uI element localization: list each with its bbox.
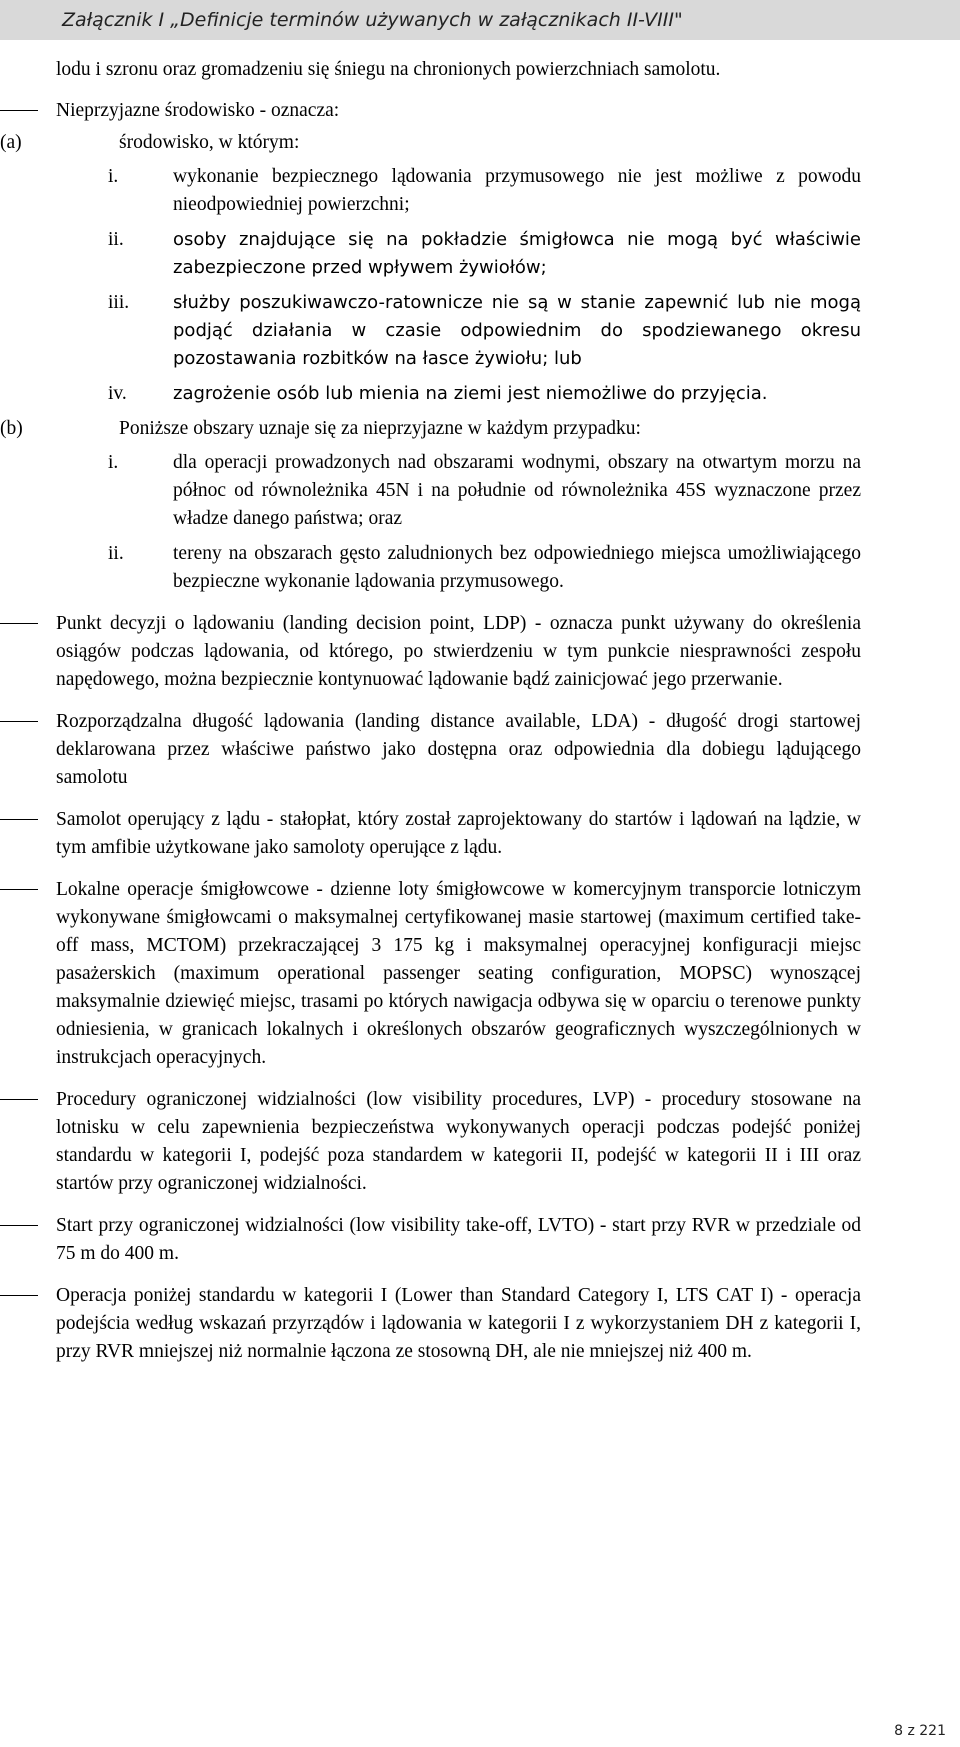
definition-low-visibility-procedures <box>56 1086 861 1198</box>
dash-bullet <box>0 721 38 722</box>
item-label: iii. <box>108 292 130 313</box>
dash-bullet <box>0 1295 38 1296</box>
item-text: tereny na obszarach gęsto zaludnionych bez odpowiedniego miejsca umożliwiającego bezpieczne wykonanie lądowania przymusowego. <box>173 543 861 592</box>
header-title: Załącznik I „Definicje terminów używanych w załącznikach II-VIII" <box>62 9 683 31</box>
dash-bullet <box>0 1099 38 1100</box>
subsection-b-items <box>56 449 861 596</box>
item-label: i. <box>108 452 119 473</box>
dash-bullet <box>0 1225 38 1226</box>
definition-land-aeroplane <box>56 806 861 862</box>
list-item <box>56 380 861 408</box>
dash-bullet <box>0 623 38 624</box>
dash-bullet <box>0 110 38 111</box>
document-body <box>0 56 861 1380</box>
item-text: wykonanie bezpiecznego lądowania przymusowego nie jest możliwe z powodu nieodpowiedniej powierzchni; <box>173 166 861 215</box>
list-item <box>56 226 861 282</box>
page-number: 8 z 221 <box>894 1723 946 1739</box>
list-item <box>56 163 861 219</box>
item-text: dla operacji prowadzonych nad obszarami wodnymi, obszary na otwartym morzu na północ od równoleżnika 45N i na południe od równoleżnika 45S wyznaczone przez władze danego państwa; oraz <box>173 452 861 529</box>
item-label: i. <box>108 166 119 187</box>
page-header <box>0 0 960 40</box>
definition-low-visibility-take-off <box>56 1212 861 1268</box>
subsection-text: środowisko, w którym: <box>119 132 300 153</box>
item-label: iv. <box>108 383 127 404</box>
list-item <box>56 540 861 596</box>
definition-text: Samolot operujący z lądu - stałopłat, który został zaprojektowany do startów i lądowań na lądzie, w tym amfibie użytkowane jako samoloty operujące z lądu. <box>56 809 861 858</box>
subsection-a <box>0 129 861 157</box>
subsection-a-items <box>56 163 861 408</box>
definition-text: Operacja poniżej standardu w kategorii I (Lower than Standard Category I, LTS CAT I) - operacja podejścia według wskazań przyrządów i lądowania w kategorii I z wykorzystaniem DH z kategorii I, przy RVR mniejszej niż normalnie łączona ze stosowną DH, ale nie mniejszej niż 400 m. <box>56 1285 861 1362</box>
definition-text: Punkt decyzji o lądowaniu (landing decision point, LDP) - oznacza punkt używany do określenia osiągów podczas lądowania, od którego, po stwierdzeniu w tym punkcie niesprawności zespołu napędowego, można bezpiecznie kontynuować lądowanie bądź zainicjować jego przerwanie. <box>56 613 861 690</box>
definition-lts-cat-i <box>56 1282 861 1366</box>
definition-hostile-environment <box>0 97 861 596</box>
definition-local-helicopter-operations <box>56 876 861 1072</box>
definition-text: Nieprzyjazne środowisko - oznacza: <box>56 100 340 121</box>
item-label: ii. <box>108 229 124 250</box>
definition-text: Rozporządzalna długość lądowania (landing distance available, LDA) - długość drogi startowej deklarowana przez właściwe państwo jako dostępna oraz odpowiednia dla dobiegu lądującego samolotu <box>56 711 861 788</box>
continuation-text: lodu i szronu oraz gromadzeniu się śniegu na chronionych powierzchniach samolotu. <box>56 59 721 80</box>
item-text: zagrożenie osób lub mienia na ziemi jest niemożliwe do przyjęcia. <box>173 383 768 404</box>
list-item <box>56 449 861 533</box>
definition-landing-distance-available <box>56 708 861 792</box>
definition-landing-decision-point <box>56 610 861 694</box>
dash-bullet <box>0 819 38 820</box>
dash-bullet <box>0 889 38 890</box>
definition-text: Start przy ograniczonej widzialności (low visibility take-off, LVTO) - start przy RVR w przedziale od 75 m do 400 m. <box>56 1215 861 1264</box>
subsection-label: (b) <box>0 418 23 439</box>
list-item <box>56 289 861 373</box>
item-text: służby poszukiwawczo-ratownicze nie są w stanie zapewnić lub nie mogą podjąć działania w czasie odpowiednim do spodziewanego okresu pozostawania rozbitków na łasce żywiołu; lub <box>173 292 861 369</box>
definition-text: Lokalne operacje śmigłowcowe - dzienne loty śmigłowcowe w komercyjnym transporcie lotniczym wykonywane śmigłowcami o maksymalnej certyfikowanej masie startowej (maximum certified take-off mass, MCTOM) przekraczającej 3 175 kg i maksymalnej operacyjnej konfiguracji miejsc pasażerskich (maximum operational passenger seating configuration, MOPSC) wynoszącej maksymalnie dziewięć miejsc, trasami po których nawigacja odbywa się w oparciu o terenowe punkty odniesienia, w granicach lokalnych i określonych obszarów geograficznych wyszczególnionych w instrukcjach operacyjnych. <box>56 879 861 1068</box>
subsection-b <box>0 415 861 443</box>
subsection-label: (a) <box>0 132 22 153</box>
item-text: osoby znajdujące się na pokładzie śmigłowca nie mogą być właściwie zabezpieczone przed wpływem żywiołów; <box>173 229 861 278</box>
subsection-text: Poniższe obszary uznaje się za nieprzyjazne w każdym przypadku: <box>119 418 641 439</box>
item-label: ii. <box>108 543 124 564</box>
definition-text: Procedury ograniczonej widzialności (low visibility procedures, LVP) - procedury stosowane na lotnisku w celu zapewnienia bezpieczeństwa wykonywanych operacji podczas podejść poniżej standardu w kategorii I, podejść poza standardem w kategorii II, podejść w kategorii II i III oraz startów przy ograniczonej widzialności. <box>56 1089 861 1194</box>
